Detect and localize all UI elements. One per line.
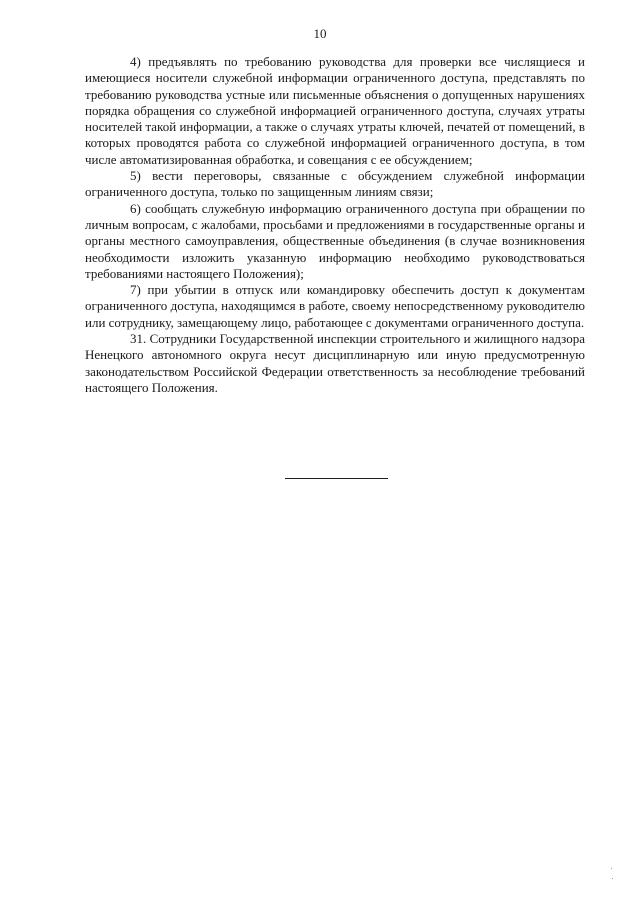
paragraph-item-6: 6) сообщать служебную информацию ограниченного доступа при обращении по личным вопросам, с жалобами, просьбами и предложениями в государственные органы и органы местного самоуправления, общественные объединения (в случае возникновения необходимости изложить указанную информацию необходимо руководствоваться требованиями настоящего Положения); [85,200,585,281]
scan-speck [612,878,613,879]
paragraph-clause-31: 31. Сотрудники Государственной инспекции строительного и жилищного надзора Ненецкого автономного округа несут дисциплинарную или иную предусмотренную законодательством Российской Федерации ответственность за несоблюдение требований настоящего Положения. [85,331,585,395]
paragraph-item-5: 5) вести переговоры, связанные с обсуждением служебной информации ограниченного доступа, только по защищенным линиям связи; [85,168,585,200]
scan-speck [611,868,612,869]
end-divider-line [285,478,388,479]
paragraph-item-4: 4) предъявлять по требованию руководства для проверки все числящиеся и имеющиеся носители служебной информации ограниченного доступа, представлять по требованию руководства устные или письменные объяснения о допущенных нарушениях порядка обращения со служебной информацией ограниченного доступа, случаях утраты носителей такой информации, а также о случаях утраты ключей, печатей от помещений, в которых проводятся работа со служебной информацией ограниченного доступа, в том числе автоматизированная обработка, и совещания с ее обсуждением; [85,54,585,167]
page-number: 10 [313,26,327,41]
document-body [85,54,585,396]
paragraph-item-7: 7) при убытии в отпуск или командировку обеспечить доступ к документам ограниченного доступа, находящимся в работе, своему непосредственному руководителю или сотруднику, замещающему лицо, работающее с документами ограниченного доступа. [85,282,585,330]
